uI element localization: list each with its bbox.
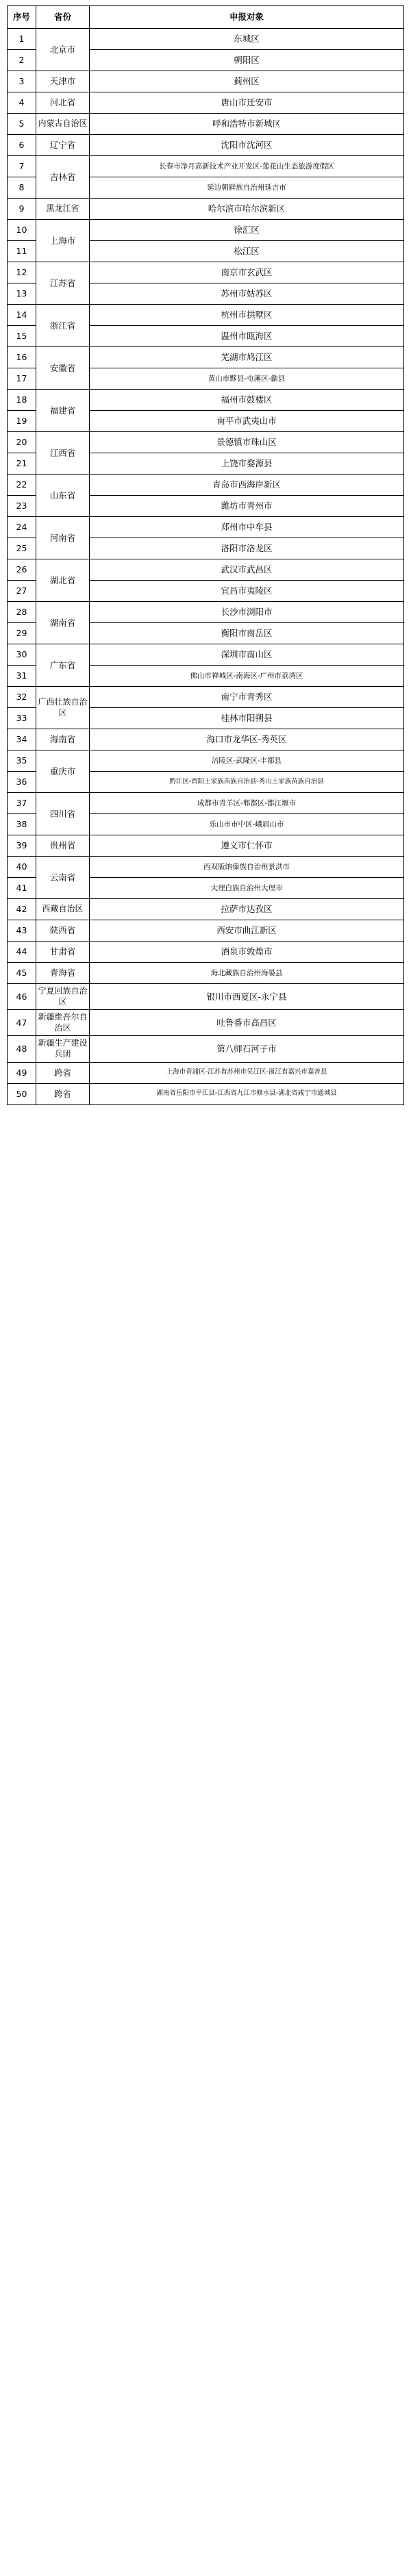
cell-index: 46: [8, 984, 36, 1010]
cell-declaration-object: 哈尔滨市哈尔滨新区: [90, 199, 404, 220]
cell-declaration-object: 潍坊市青州市: [90, 496, 404, 517]
table-row: [8, 432, 404, 453]
column-header-index: 序号: [8, 6, 36, 29]
cell-index: 12: [8, 262, 36, 283]
cell-declaration-object: 西双版纳傣族自治州景洪市: [90, 857, 404, 878]
cell-declaration-object: 黔江区-酉阳土家族苗族自治县-秀山土家族苗族自治县: [90, 772, 404, 793]
cell-declaration-object: 郑州市中牟县: [90, 517, 404, 538]
cell-index: 23: [8, 496, 36, 517]
cell-index: 47: [8, 1010, 36, 1036]
cell-declaration-object: 上海市青浦区-江苏省苏州市吴江区-浙江省嘉兴市嘉善县: [90, 1062, 404, 1083]
table-row: [8, 262, 404, 283]
table-row: [8, 199, 404, 220]
cell-declaration-object: 延边朝鲜族自治州延吉市: [90, 177, 404, 199]
cell-declaration-object: 松江区: [90, 241, 404, 262]
table-row: [8, 729, 404, 750]
cell-province: 福建省: [36, 390, 90, 432]
cell-index: 13: [8, 283, 36, 305]
cell-declaration-object: 苏州市姑苏区: [90, 283, 404, 305]
table-row: [8, 857, 404, 878]
cell-index: 16: [8, 347, 36, 368]
table-row: [8, 750, 404, 772]
cell-declaration-object: 东城区: [90, 29, 404, 50]
cell-index: 9: [8, 199, 36, 220]
cell-province: 山东省: [36, 475, 90, 517]
cell-index: 22: [8, 475, 36, 496]
table-row: [8, 1010, 404, 1036]
cell-index: 19: [8, 411, 36, 432]
cell-index: 5: [8, 114, 36, 135]
cell-index: 15: [8, 326, 36, 347]
cell-index: 27: [8, 581, 36, 602]
cell-declaration-object: 徐汇区: [90, 220, 404, 241]
cell-declaration-object: 南京市玄武区: [90, 262, 404, 283]
cell-index: 48: [8, 1036, 36, 1062]
cell-declaration-object: 沈阳市沈河区: [90, 135, 404, 156]
cell-declaration-object: 湖南省岳阳市平江县-江西省九江市修水县-湖北省咸宁市通城县: [90, 1083, 404, 1104]
table-row: [8, 517, 404, 538]
cell-declaration-object: 黄山市黟县-屯溪区-歙县: [90, 368, 404, 390]
cell-province: 浙江省: [36, 305, 90, 347]
table-row: [8, 963, 404, 984]
cell-declaration-object: 长春市净月高新技术产业开发区-莲花山生态旅游度假区: [90, 156, 404, 177]
cell-province: 青海省: [36, 963, 90, 984]
table-row: [8, 135, 404, 156]
cell-index: 20: [8, 432, 36, 453]
cell-province: 天津市: [36, 71, 90, 92]
table-row: [8, 1083, 404, 1104]
table-row: [8, 29, 404, 50]
table-row: [8, 899, 404, 920]
cell-index: 25: [8, 538, 36, 559]
cell-province: 宁夏回族自治区: [36, 984, 90, 1010]
cell-index: 41: [8, 878, 36, 899]
cell-index: 29: [8, 623, 36, 644]
cell-index: 44: [8, 942, 36, 963]
table-row: [8, 390, 404, 411]
cell-province: 湖北省: [36, 559, 90, 602]
cell-index: 28: [8, 602, 36, 623]
table-body: [8, 29, 404, 1105]
cell-declaration-object: 涪陵区-武隆区-丰都县: [90, 750, 404, 772]
table-row: [8, 305, 404, 326]
cell-declaration-object: 拉萨市达孜区: [90, 899, 404, 920]
cell-declaration-object: 衡阳市南岳区: [90, 623, 404, 644]
cell-index: 34: [8, 729, 36, 750]
cell-index: 33: [8, 708, 36, 729]
table-row: [8, 920, 404, 942]
cell-province: 广东省: [36, 644, 90, 687]
cell-province: 江西省: [36, 432, 90, 475]
column-header-object: 申报对象: [90, 6, 404, 29]
cell-declaration-object: 景德镇市珠山区: [90, 432, 404, 453]
cell-province: 甘肃省: [36, 942, 90, 963]
cell-index: 49: [8, 1062, 36, 1083]
cell-index: 42: [8, 899, 36, 920]
cell-declaration-object: 宜昌市夷陵区: [90, 581, 404, 602]
cell-declaration-object: 呼和浩特市新城区: [90, 114, 404, 135]
table-row: [8, 114, 404, 135]
cell-index: 3: [8, 71, 36, 92]
cell-province: 陕西省: [36, 920, 90, 942]
table-row: [8, 1062, 404, 1083]
cell-declaration-object: 温州市瓯海区: [90, 326, 404, 347]
cell-province: 重庆市: [36, 750, 90, 793]
cell-declaration-object: 武汉市武昌区: [90, 559, 404, 581]
cell-index: 11: [8, 241, 36, 262]
cell-declaration-object: 南平市武夷山市: [90, 411, 404, 432]
cell-index: 10: [8, 220, 36, 241]
column-header-province: 省份: [36, 6, 90, 29]
cell-province: 新疆维吾尔自治区: [36, 1010, 90, 1036]
table-row: [8, 1036, 404, 1062]
cell-declaration-object: 桂林市阳朔县: [90, 708, 404, 729]
table-row: [8, 644, 404, 666]
cell-index: 6: [8, 135, 36, 156]
cell-declaration-object: 深圳市南山区: [90, 644, 404, 666]
table-row: [8, 347, 404, 368]
cell-province: 黑龙江省: [36, 199, 90, 220]
cell-province: 西藏自治区: [36, 899, 90, 920]
table-row: [8, 687, 404, 708]
cell-declaration-object: 成都市青羊区-郫都区-都江堰市: [90, 793, 404, 814]
cell-province: 河北省: [36, 92, 90, 114]
cell-declaration-object: 大理白族自治州大理市: [90, 878, 404, 899]
cell-index: 30: [8, 644, 36, 666]
cell-index: 7: [8, 156, 36, 177]
cell-province: 跨省: [36, 1083, 90, 1104]
cell-declaration-object: 海口市龙华区-秀英区: [90, 729, 404, 750]
cell-declaration-object: 第八师石河子市: [90, 1036, 404, 1062]
cell-declaration-object: 乐山市市中区-峨眉山市: [90, 814, 404, 835]
cell-index: 14: [8, 305, 36, 326]
table-row: [8, 475, 404, 496]
cell-declaration-object: 洛阳市洛龙区: [90, 538, 404, 559]
cell-declaration-object: 银川市西夏区-永宁县: [90, 984, 404, 1010]
cell-declaration-object: 长沙市浏阳市: [90, 602, 404, 623]
table-row: [8, 559, 404, 581]
cell-province: 云南省: [36, 857, 90, 899]
cell-province: 内蒙古自治区: [36, 114, 90, 135]
cell-province: 跨省: [36, 1062, 90, 1083]
cell-province: 安徽省: [36, 347, 90, 390]
document-page: [0, 0, 411, 1112]
cell-declaration-object: 杭州市拱墅区: [90, 305, 404, 326]
cell-index: 21: [8, 453, 36, 475]
cell-index: 37: [8, 793, 36, 814]
table-row: [8, 602, 404, 623]
table-header: [8, 6, 404, 29]
cell-province: 湖南省: [36, 602, 90, 644]
table-row: [8, 71, 404, 92]
cell-declaration-object: 遵义市仁怀市: [90, 835, 404, 857]
cell-declaration-object: 西安市曲江新区: [90, 920, 404, 942]
table-row: [8, 793, 404, 814]
cell-index: 24: [8, 517, 36, 538]
cell-index: 26: [8, 559, 36, 581]
cell-province: 河南省: [36, 517, 90, 559]
table-row: [8, 220, 404, 241]
cell-index: 31: [8, 666, 36, 687]
table-row: [8, 92, 404, 114]
cell-declaration-object: 海北藏族自治州海晏县: [90, 963, 404, 984]
cell-declaration-object: 青岛市西海岸新区: [90, 475, 404, 496]
cell-province: 上海市: [36, 220, 90, 262]
table-row: [8, 156, 404, 177]
table-row: [8, 984, 404, 1010]
cell-index: 18: [8, 390, 36, 411]
table-header-row: [8, 6, 404, 29]
cell-index: 17: [8, 368, 36, 390]
cell-province: 北京市: [36, 29, 90, 71]
cell-declaration-object: 酒泉市敦煌市: [90, 942, 404, 963]
cell-index: 38: [8, 814, 36, 835]
cell-declaration-object: 福州市鼓楼区: [90, 390, 404, 411]
cell-index: 32: [8, 687, 36, 708]
declaration-table: [7, 5, 404, 1105]
cell-declaration-object: 佛山市禅城区-南海区-广州市荔湾区: [90, 666, 404, 687]
cell-index: 2: [8, 50, 36, 71]
cell-province: 广西壮族自治区: [36, 687, 90, 729]
cell-index: 45: [8, 963, 36, 984]
cell-index: 50: [8, 1083, 36, 1104]
cell-index: 35: [8, 750, 36, 772]
table-row: [8, 942, 404, 963]
cell-index: 43: [8, 920, 36, 942]
cell-declaration-object: 蓟州区: [90, 71, 404, 92]
cell-province: 海南省: [36, 729, 90, 750]
cell-index: 36: [8, 772, 36, 793]
cell-province: 吉林省: [36, 156, 90, 199]
cell-index: 40: [8, 857, 36, 878]
cell-province: 新疆生产建设兵团: [36, 1036, 90, 1062]
table-row: [8, 835, 404, 857]
cell-declaration-object: 南宁市青秀区: [90, 687, 404, 708]
cell-declaration-object: 吐鲁番市高昌区: [90, 1010, 404, 1036]
cell-province: 贵州省: [36, 835, 90, 857]
cell-province: 辽宁省: [36, 135, 90, 156]
cell-declaration-object: 朝阳区: [90, 50, 404, 71]
cell-declaration-object: 唐山市迁安市: [90, 92, 404, 114]
cell-index: 1: [8, 29, 36, 50]
cell-index: 8: [8, 177, 36, 199]
cell-index: 4: [8, 92, 36, 114]
cell-declaration-object: 上饶市婺源县: [90, 453, 404, 475]
cell-province: 四川省: [36, 793, 90, 835]
cell-province: 江苏省: [36, 262, 90, 305]
cell-declaration-object: 芜湖市鸠江区: [90, 347, 404, 368]
cell-index: 39: [8, 835, 36, 857]
